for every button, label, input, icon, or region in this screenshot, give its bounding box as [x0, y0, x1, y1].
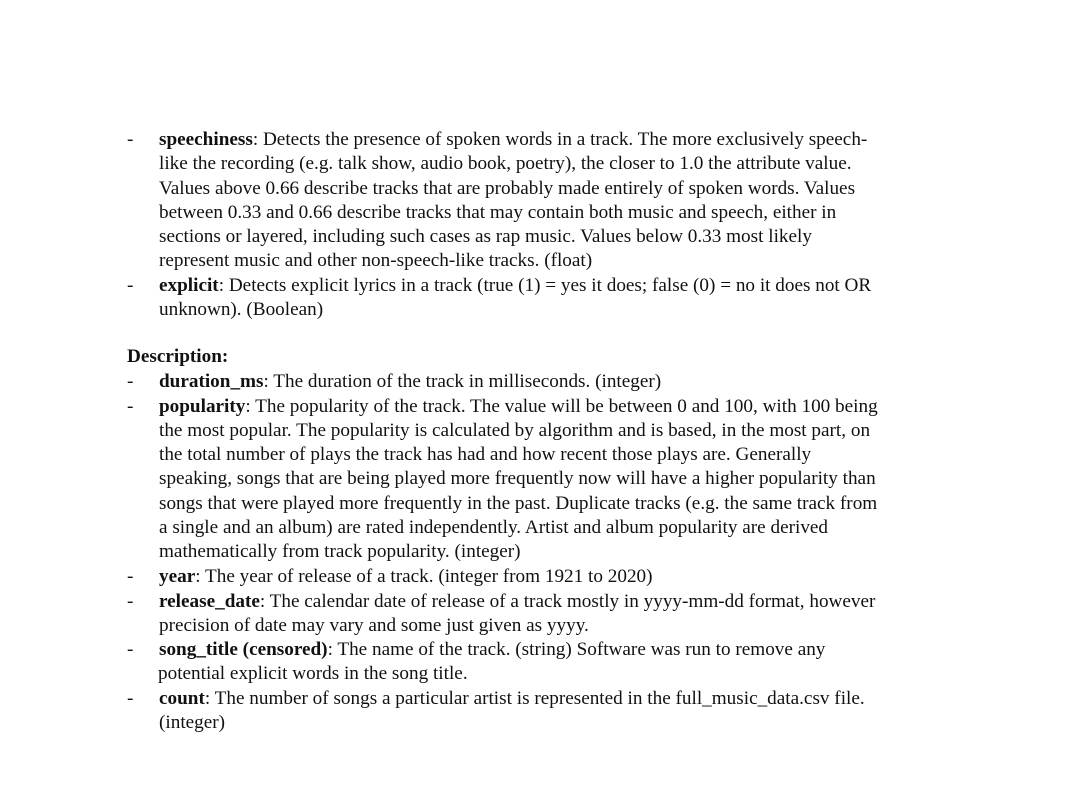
- list-item-text: [159, 687, 967, 736]
- definition-continuation: potential explicit words in the song title.: [158, 663, 468, 685]
- list-bullet: -: [127, 590, 134, 612]
- definition-line: : The popularity of the track. The value will be between 0 and 100, with 100 being: [245, 395, 878, 417]
- definition-line: : The calendar date of release of a track mostly in yyyy-mm-dd format, however: [259, 590, 876, 612]
- list-bullet: -: [127, 566, 134, 587]
- list-item-text: [159, 565, 967, 589]
- definition-line: mathematically from track popularity. (integer): [159, 541, 521, 563]
- list-bullet: -: [127, 639, 134, 660]
- list-bullet: -: [127, 688, 134, 709]
- list-bullet: -: [127, 371, 134, 392]
- term-explicit: explicit: [159, 275, 219, 296]
- list-item-text: [159, 370, 967, 394]
- definition-line: : The name of the track. (string) Software was run to remove any: [327, 639, 826, 660]
- term-count: count: [159, 688, 205, 709]
- list-item-text: [159, 638, 967, 662]
- list-item-text: [159, 274, 967, 323]
- definition-line: represent music and other non-speech-like tracks. (float): [159, 250, 593, 272]
- definition-line: Values above 0.66 describe tracks that are probably made entirely of spoken words. Values: [159, 177, 856, 199]
- definition-line: : Detects explicit lyrics in a track (true (1) = yes it does; false (0) = no it does not OR: [218, 275, 872, 296]
- definition-line: : Detects the presence of spoken words in a track. The more exclusively speech-: [252, 129, 868, 150]
- definition-line: precision of date may vary and some just given as yyyy.: [159, 614, 589, 636]
- list-item-text: [159, 590, 967, 639]
- list-bullet: -: [127, 275, 134, 296]
- term-release-date: release_date: [159, 590, 260, 612]
- definition-line: : The duration of the track in milliseconds. (integer): [263, 371, 662, 392]
- definition-line: between 0.33 and 0.66 describe tracks that may contain both music and speech, either in: [159, 201, 837, 223]
- list-item-text: [159, 395, 967, 565]
- list-bullet: -: [127, 395, 134, 417]
- term-year: year: [159, 566, 196, 587]
- definition-line: songs that were played more frequently in the past. Duplicate tracks (e.g. the same track from: [159, 492, 878, 514]
- definition-line: : The year of release of a track. (integer from 1921 to 2020): [195, 566, 653, 587]
- term-song-title: song_title (censored): [159, 639, 328, 660]
- definition-line: speaking, songs that are being played more frequently now will have a higher popularity than: [159, 468, 876, 490]
- definition-line: : The number of songs a particular artist is represented in the full_music_data.csv file.: [204, 688, 865, 709]
- term-speechiness: speechiness: [159, 129, 253, 150]
- definition-line: like the recording (e.g. talk show, audio book, poetry), the closer to 1.0 the attribute value.: [159, 153, 852, 175]
- section-heading-description: Description:: [127, 346, 229, 367]
- list-item-text: [159, 128, 967, 274]
- term-popularity: popularity: [159, 395, 246, 417]
- definition-line: sections or layered, including such cases as rap music. Values below 0.33 most likely: [159, 226, 812, 248]
- definition-line: unknown). (Boolean): [159, 299, 324, 321]
- definition-line: the total number of plays the track has had and how recent those plays are. Generally: [159, 444, 812, 466]
- definition-line: a single and an album) are rated independently. Artist and album popularity are derived: [159, 516, 829, 538]
- definition-line: (integer): [159, 712, 226, 734]
- definition-line: the most popular. The popularity is calculated by algorithm and is based, in the most part, on: [159, 419, 871, 441]
- term-duration-ms: duration_ms: [159, 371, 264, 392]
- list-bullet: -: [127, 129, 134, 150]
